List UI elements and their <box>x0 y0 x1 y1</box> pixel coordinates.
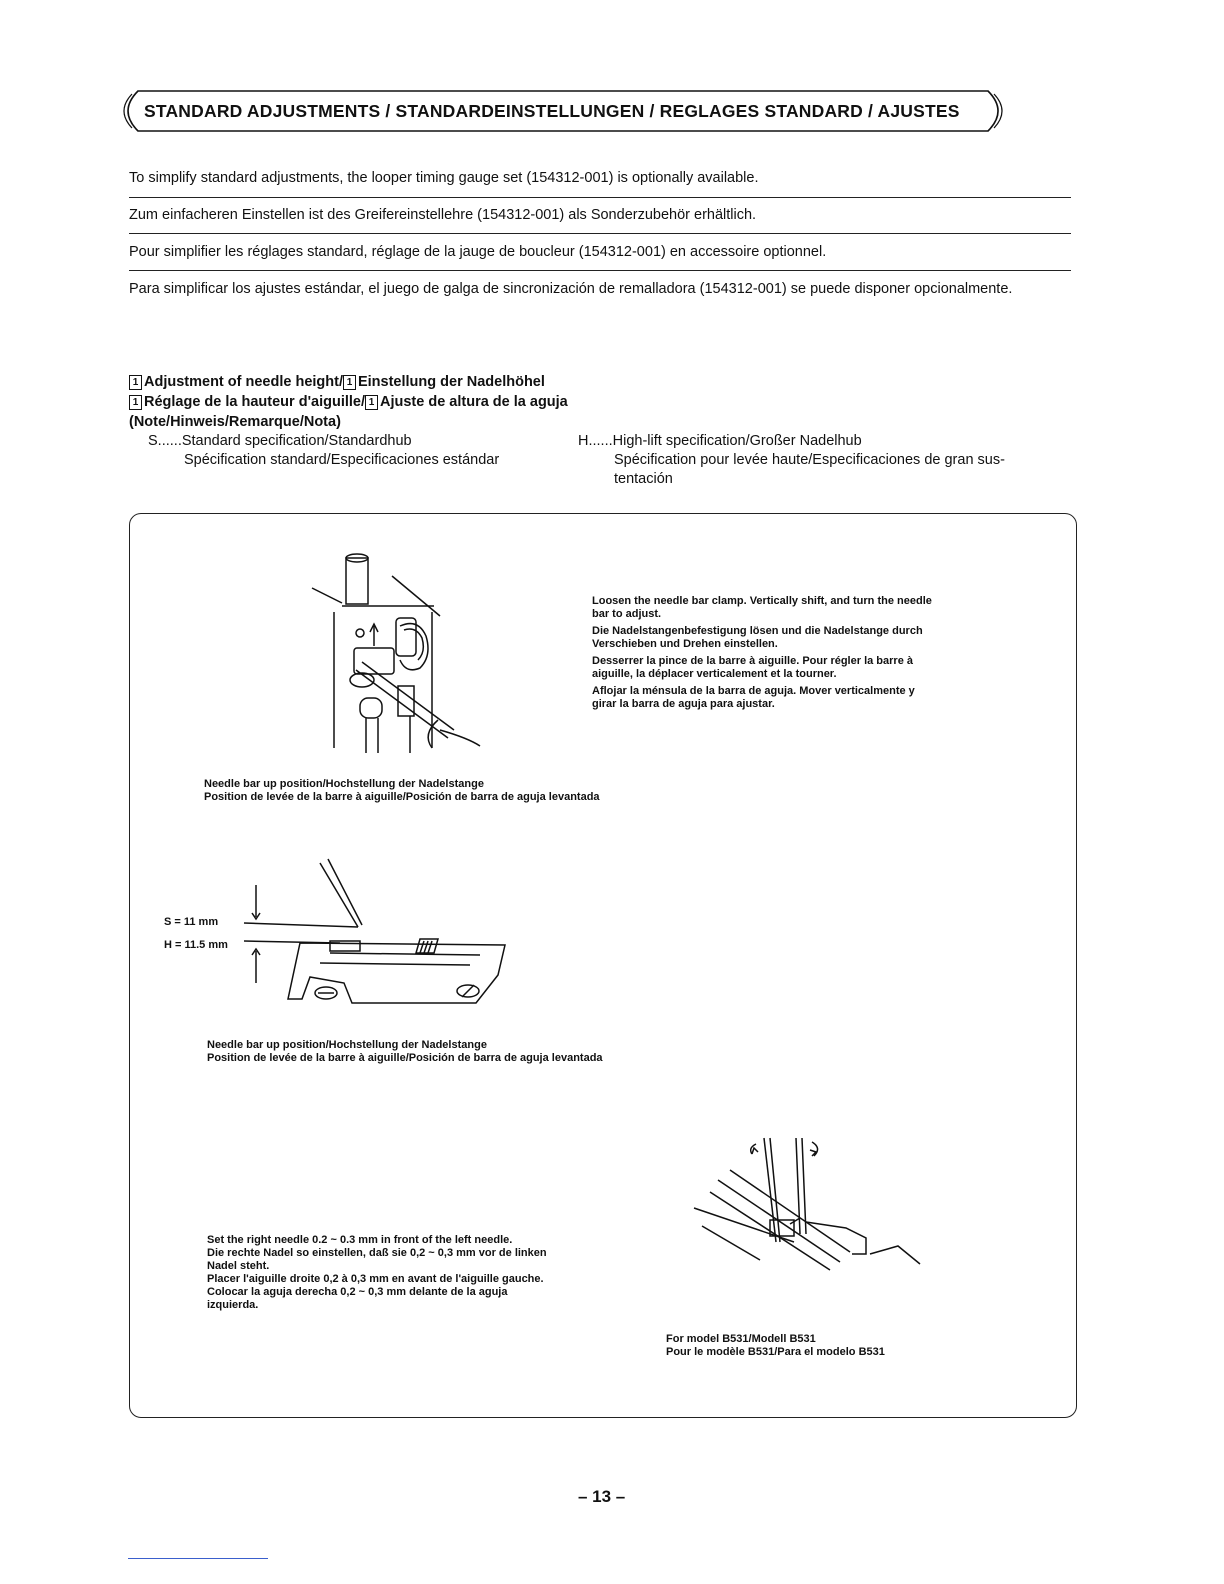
right-needle-instructions: Set the right needle 0.2 ~ 0.3 mm in front of the left needle. Die rechte Nadel so einstellen, daß sie 0,2 ~ 0,3 mm vor de linken Nadel steht. Placer l'aiguille droite 0,2 à 0,3 mm en avant de l'aiguille gauche. Colocar la aguja derecha 0,2 ~ 0,3 mm delante de la aguja izquierda. <box>207 1234 547 1311</box>
section-number-box: 1 <box>343 375 356 390</box>
note-heading: (Note/Hinweis/Remarque/Nota) <box>129 414 341 430</box>
s-spec-line1: S......Standard specification/Standardhub <box>148 433 412 449</box>
header-banner <box>116 88 1010 134</box>
model-note: For model B531/Modell B531 Pour le modèle B531/Para el modelo B531 <box>666 1333 885 1358</box>
caption-needle-bar-up-2: Needle bar up position/Hochstellung der Nadelstange Position de levée de la barre à aiguille/Posición de barra de aguja levantada <box>207 1039 603 1064</box>
intro-es: Para simplificar los ajustes estándar, el juego de galga de sincronización de remalladora (154312-001) se puede disponer opcionalmente. <box>129 281 1013 297</box>
divider <box>129 233 1071 234</box>
section-number-box: 1 <box>129 395 142 410</box>
s-spec-line2: Spécification standard/Especificaciones estándar <box>184 452 500 468</box>
section-number-box: 1 <box>129 375 142 390</box>
needle-bar-clamp-figure <box>300 548 500 768</box>
section-number-box: 1 <box>365 395 378 410</box>
caption-needle-bar-up-1: Needle bar up position/Hochstellung der Nadelstange Position de levée de la barre à aiguille/Posición de barra de aguja levantada <box>204 778 600 803</box>
section-title-line1: 1 Adjustment of needle height/ 1 Einstellung der Nadelhöhel <box>129 374 545 390</box>
needle-offset-figure <box>690 1130 930 1310</box>
needle-height-figure <box>240 855 530 1015</box>
h-spec-line2: Spécification pour levée haute/Especificaciones de gran sus- <box>614 452 1005 468</box>
intro-en: To simplify standard adjustments, the looper timing gauge set (154312-001) is optionally available. <box>129 170 759 186</box>
section-title-line2: 1 Réglage de la hauteur d'aiguille/ 1 Ajuste de altura de la aguja <box>129 394 568 410</box>
intro-fr: Pour simplifier les réglages standard, réglage de la jauge de boucleur (154312-001) en accessoire optionnel. <box>129 244 827 260</box>
page-number: – 13 – <box>578 1487 626 1506</box>
h-dimension-label: H = 11.5 mm <box>164 939 228 951</box>
divider <box>129 197 1071 198</box>
loosen-instructions: Loosen the needle bar clamp. Vertically shift, and turn the needle bar to adjust. Die Nadelstangenbefestigung lösen und die Nadelstange durch Verschieben und Drehen einstellen. Desserrer la pince de la barre à aiguille. Pour régler la barre à aiguille, la déplacer verticalement et la tourner. Aflojar la ménsula de la barra de aguja. Mover verticalmente y girar la barra de aguja para ajustar. <box>592 595 932 710</box>
h-spec-line1: H......High-lift specification/Großer Nadelhub <box>578 433 862 449</box>
h-spec-line3: tentación <box>614 471 673 487</box>
footer-line <box>128 1558 268 1559</box>
page-title: STANDARD ADJUSTMENTS / STANDARDEINSTELLUNGEN / REGLAGES STANDARD / AJUSTES <box>144 101 960 121</box>
intro-de: Zum einfacheren Einstellen ist des Greifereinstellehre (154312-001) als Sonderzubehör erhältlich. <box>129 207 757 223</box>
divider <box>129 270 1071 271</box>
s-dimension-label: S = 11 mm <box>164 916 219 928</box>
